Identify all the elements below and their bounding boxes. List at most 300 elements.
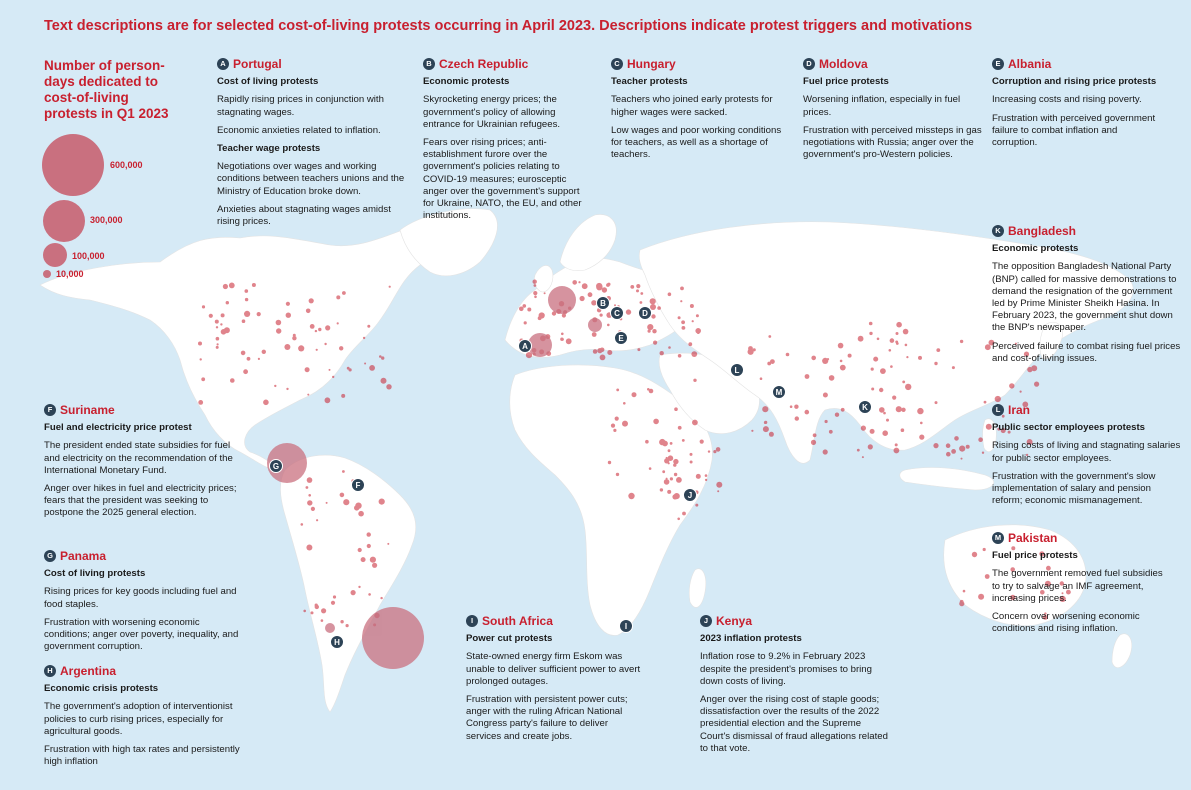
protest-dot bbox=[886, 419, 889, 422]
protest-dot bbox=[306, 309, 311, 314]
protest-dot bbox=[647, 388, 650, 391]
protest-dot bbox=[209, 314, 213, 318]
protest-dot bbox=[682, 512, 686, 516]
protest-dot bbox=[1020, 391, 1022, 393]
protest-dot bbox=[905, 384, 911, 390]
protest-dot bbox=[298, 345, 304, 351]
protest-dot bbox=[840, 365, 846, 371]
protest-dot bbox=[318, 328, 321, 331]
protest-dot bbox=[364, 363, 366, 365]
description: Frustration with persistent power cuts; anger with the ruling African National Congress party's failure to deliver services and create jobs. bbox=[466, 694, 628, 742]
map-marker-e[interactable]: E bbox=[614, 331, 628, 345]
panel-portugal bbox=[217, 58, 407, 234]
badge-f: F bbox=[44, 404, 56, 416]
protest-type: Fuel and electricity price protest bbox=[44, 422, 192, 434]
protest-dot bbox=[544, 292, 546, 294]
protest-dot bbox=[960, 340, 963, 343]
protest-type: Public sector employees protests bbox=[992, 422, 1146, 434]
protest-dot bbox=[560, 338, 563, 341]
protest-dot bbox=[622, 421, 628, 427]
description: The government removed fuel subsidies to try to salvage an IMF agreement, increasing prices. bbox=[992, 568, 1163, 604]
country-name: Panama bbox=[60, 549, 107, 563]
description: Skyrocketing energy prices; the government's policy of allowing entrance for Ukrainian refugees. bbox=[423, 94, 561, 130]
protest-dot bbox=[534, 284, 537, 287]
protest-dot bbox=[258, 358, 260, 360]
protest-dot bbox=[697, 331, 700, 334]
map-marker-h[interactable]: H bbox=[330, 635, 344, 649]
protest-bubble-france bbox=[548, 286, 576, 314]
protest-dot bbox=[216, 346, 219, 349]
protest-dot bbox=[309, 298, 314, 303]
protest-dot bbox=[650, 298, 656, 304]
protest-dot bbox=[674, 407, 678, 411]
protest-dot bbox=[381, 378, 387, 384]
legend-circle-10000 bbox=[43, 270, 51, 278]
map-marker-j[interactable]: J bbox=[683, 488, 697, 502]
protest-dot bbox=[762, 406, 768, 412]
protest-dot bbox=[896, 406, 902, 412]
protest-dot bbox=[342, 470, 345, 473]
protest-dot bbox=[527, 308, 531, 312]
protest-dot bbox=[229, 283, 235, 289]
description: Anxieties about stagnating wages amidst rising prices. bbox=[217, 203, 391, 228]
protest-dot bbox=[951, 449, 956, 454]
protest-dot bbox=[829, 375, 835, 381]
protest-dot bbox=[243, 369, 248, 374]
protest-dot bbox=[370, 557, 376, 563]
protest-dot bbox=[386, 384, 391, 389]
protest-dot bbox=[578, 281, 580, 283]
protest-dot bbox=[223, 284, 228, 289]
protest-dot bbox=[753, 348, 756, 351]
protest-bubble-chile bbox=[325, 623, 335, 633]
protest-dot bbox=[959, 601, 964, 606]
protest-dot bbox=[823, 449, 828, 454]
protest-dot bbox=[985, 574, 990, 579]
protest-type-2: Teacher wage protests bbox=[217, 143, 321, 155]
protest-dot bbox=[628, 493, 634, 499]
protest-dot bbox=[691, 351, 697, 357]
protest-dot bbox=[224, 327, 230, 333]
protest-dot bbox=[340, 493, 345, 498]
description: The opposition Bangladesh National Party (BNP) called for massive demonstrations to demand the resignation of the government led by Prime Minister Sheikh Hasina. In February 2023, the government shut down the BNP's newspaper. bbox=[992, 261, 1177, 334]
protest-dot bbox=[677, 518, 680, 521]
protest-dot bbox=[946, 443, 951, 448]
protest-dot bbox=[533, 291, 537, 295]
protest-dot bbox=[676, 477, 682, 483]
panel-suriname bbox=[44, 404, 244, 526]
protest-dot bbox=[805, 374, 810, 379]
protest-dot bbox=[664, 479, 670, 485]
protest-dot bbox=[284, 344, 290, 350]
protest-type: Power cut protests bbox=[466, 633, 553, 645]
country-name: Bangladesh bbox=[1008, 224, 1077, 238]
protest-dot bbox=[201, 377, 205, 381]
protest-dot bbox=[869, 332, 872, 335]
protest-dot bbox=[892, 396, 896, 400]
description: Frustration with worsening economic conditions; anger over poverty, inequality, and government corruption. bbox=[44, 616, 239, 653]
protest-dot bbox=[662, 470, 665, 473]
legend-circle-600000 bbox=[42, 134, 104, 196]
protest-dot bbox=[670, 442, 673, 445]
protest-dot bbox=[216, 326, 218, 328]
protest-dot bbox=[600, 314, 603, 317]
protest-dot bbox=[217, 343, 219, 345]
protest-dot bbox=[380, 597, 382, 599]
description: Rising costs of living and stagnating salaries for public sector employees. bbox=[992, 440, 1181, 464]
protest-dot bbox=[696, 474, 701, 479]
protest-dot bbox=[331, 601, 335, 605]
protest-dot bbox=[668, 293, 672, 297]
protest-dot bbox=[308, 494, 311, 497]
description: Perceived failure to combat rising fuel prices and cost-of-living issues. bbox=[992, 340, 1181, 364]
protest-dot bbox=[862, 456, 864, 458]
protest-dot bbox=[673, 463, 676, 466]
protest-dot bbox=[613, 429, 616, 432]
description: Rising prices for key goods including fuel and food staples. bbox=[44, 586, 237, 610]
protest-dot bbox=[652, 329, 656, 333]
badge-c: C bbox=[611, 58, 623, 70]
description: Negotiations over wages and working conditions between teachers unions and the Ministry of Education broke down. bbox=[217, 161, 405, 197]
protest-dot bbox=[690, 304, 694, 308]
protest-dot bbox=[611, 424, 615, 428]
protest-dot bbox=[978, 594, 984, 600]
protest-dot bbox=[311, 507, 315, 511]
protest-dot bbox=[329, 369, 331, 371]
protest-dot bbox=[917, 408, 923, 414]
protest-dot bbox=[343, 499, 349, 505]
protest-type: Economic protests bbox=[423, 76, 510, 88]
protest-dot bbox=[216, 337, 220, 341]
protest-dot bbox=[602, 287, 607, 292]
panel-hungary bbox=[611, 58, 786, 167]
country-name: South Africa bbox=[482, 614, 553, 628]
country-name: Suriname bbox=[60, 403, 115, 417]
protest-dot bbox=[983, 548, 986, 551]
protest-dot bbox=[678, 316, 681, 319]
protest-dot bbox=[717, 490, 719, 492]
indonesia-landmass bbox=[900, 468, 994, 490]
protest-dot bbox=[751, 430, 753, 432]
country-name: Pakistan bbox=[1008, 531, 1058, 545]
protest-dot bbox=[825, 420, 828, 423]
protest-bubble-argentina bbox=[362, 607, 424, 669]
protest-dot bbox=[902, 381, 905, 384]
protest-dot bbox=[316, 519, 318, 521]
badge-h: H bbox=[44, 665, 56, 677]
protest-dot bbox=[811, 440, 816, 445]
map-marker-d[interactable]: D bbox=[638, 306, 652, 320]
protest-dot bbox=[274, 385, 276, 387]
protest-dot bbox=[1034, 382, 1039, 387]
protest-dot bbox=[321, 608, 326, 613]
protest-dot bbox=[637, 348, 640, 351]
protest-dot bbox=[835, 413, 839, 417]
protest-dot bbox=[315, 330, 317, 332]
protest-dot bbox=[879, 407, 885, 413]
protest-dot bbox=[984, 401, 987, 404]
protest-dot bbox=[367, 532, 371, 536]
protest-dot bbox=[696, 314, 699, 317]
protest-dot bbox=[582, 283, 588, 289]
protest-dot bbox=[636, 284, 640, 288]
protest-dot bbox=[690, 461, 693, 464]
protest-dot bbox=[252, 283, 256, 287]
legend-label-100000: 100,000 bbox=[72, 251, 105, 261]
protest-dot bbox=[688, 342, 692, 346]
protest-dot bbox=[680, 300, 682, 302]
badge-a: A bbox=[217, 58, 229, 70]
protest-dot bbox=[632, 392, 637, 397]
protest-dot bbox=[695, 504, 698, 507]
protest-dot bbox=[247, 357, 251, 361]
protest-dot bbox=[664, 458, 669, 463]
protest-dot bbox=[616, 389, 619, 392]
map-marker-i[interactable]: I bbox=[619, 619, 633, 633]
panel-albania bbox=[992, 58, 1162, 155]
protest-dot bbox=[307, 394, 309, 396]
legend-circle-100000 bbox=[43, 243, 67, 267]
legend-circle-300000 bbox=[43, 200, 85, 242]
protest-dot bbox=[606, 283, 610, 287]
description: The government's adoption of interventionist policies to curb rising prices, especially for agricultural goods. bbox=[44, 701, 233, 737]
protest-dot bbox=[533, 280, 537, 284]
protest-dot bbox=[657, 306, 661, 310]
protest-dot bbox=[607, 324, 610, 327]
panel-south-africa bbox=[466, 615, 644, 749]
protest-dot bbox=[245, 298, 248, 301]
protest-dot bbox=[674, 493, 680, 499]
protest-dot bbox=[901, 408, 905, 412]
protest-dot bbox=[982, 452, 984, 454]
protest-dot bbox=[630, 285, 634, 289]
protest-dot bbox=[566, 338, 572, 344]
protest-dot bbox=[303, 610, 306, 613]
map-marker-b[interactable]: B bbox=[596, 296, 610, 310]
protest-dot bbox=[301, 523, 304, 526]
protest-dot bbox=[760, 377, 763, 380]
legend-label-300000: 300,000 bbox=[90, 215, 123, 225]
protest-dot bbox=[905, 344, 908, 347]
protest-dot bbox=[367, 544, 371, 548]
protest-dot bbox=[889, 349, 892, 352]
protest-dot bbox=[615, 417, 619, 421]
protest-dot bbox=[361, 557, 366, 562]
protest-dot bbox=[262, 350, 266, 354]
country-name: Iran bbox=[1008, 403, 1031, 417]
protest-dot bbox=[600, 355, 606, 361]
protest-dot bbox=[857, 449, 860, 452]
protest-dot bbox=[693, 379, 696, 382]
protest-dot bbox=[596, 283, 602, 289]
protest-dot bbox=[653, 419, 659, 425]
protest-dot bbox=[337, 322, 339, 324]
badge-i: I bbox=[466, 615, 478, 627]
protest-dot bbox=[690, 453, 693, 456]
protest-dot bbox=[355, 503, 361, 509]
panel-argentina bbox=[44, 665, 259, 774]
protest-dot bbox=[841, 408, 845, 412]
protest-dot bbox=[592, 332, 597, 337]
protest-dot bbox=[660, 488, 663, 491]
protest-dot bbox=[321, 619, 324, 622]
description: Frustration with perceived government failure to combat inflation and corruption. bbox=[992, 112, 1156, 149]
country-name: Albania bbox=[1008, 57, 1052, 71]
protest-dot bbox=[882, 430, 888, 436]
protest-dot bbox=[700, 440, 704, 444]
protest-dot bbox=[242, 319, 246, 323]
protest-dot bbox=[636, 289, 639, 292]
description: The president ended state subsidies for fuel and electricity on the recommendation of the International Monetary Fund. bbox=[44, 440, 233, 476]
protest-dot bbox=[877, 338, 880, 341]
country-name: Argentina bbox=[60, 664, 117, 678]
protest-dot bbox=[647, 324, 653, 330]
protest-dot bbox=[890, 338, 895, 343]
protest-dot bbox=[198, 342, 202, 346]
protest-dot bbox=[966, 445, 970, 449]
protest-dot bbox=[372, 563, 377, 568]
description: Frustration with the government's slow implementation of salary and pension reform; economic mismanagement. bbox=[992, 470, 1156, 507]
protest-dot bbox=[678, 354, 682, 358]
protest-dot bbox=[561, 333, 564, 336]
map-marker-c[interactable]: C bbox=[610, 306, 624, 320]
protest-dot bbox=[871, 388, 874, 391]
legend-title: Number of person-days dedicated to cost-of-living protests in Q1 2023 bbox=[44, 58, 169, 121]
protest-dot bbox=[608, 461, 611, 464]
protest-dot bbox=[829, 430, 833, 434]
protest-dot bbox=[651, 314, 655, 318]
badge-j: J bbox=[700, 615, 712, 627]
map-marker-m[interactable]: M bbox=[772, 385, 786, 399]
protest-dot bbox=[607, 350, 612, 355]
protest-dot bbox=[597, 348, 602, 353]
protest-dot bbox=[379, 355, 382, 358]
protest-dot bbox=[292, 336, 296, 340]
protest-dot bbox=[978, 437, 983, 442]
protest-dot bbox=[901, 428, 905, 432]
protest-dot bbox=[367, 325, 370, 328]
protest-dot bbox=[763, 426, 769, 432]
protest-type: 2023 inflation protests bbox=[700, 633, 802, 645]
protest-dot bbox=[369, 365, 375, 371]
panel-moldova bbox=[803, 58, 983, 167]
protest-dot bbox=[315, 605, 319, 609]
protest-type: Cost of living protests bbox=[217, 76, 319, 88]
description: Anger over the rising cost of staple goods; dissatisfaction over the results of the 2022 presidential election and the Supreme Court's dismissal of fraud allegations related to that vote. bbox=[700, 694, 888, 754]
description: Concern over worsening economic conditions and rising inflation. bbox=[992, 611, 1140, 635]
protest-dot bbox=[325, 325, 330, 330]
badge-g: G bbox=[44, 550, 56, 562]
protest-dot bbox=[307, 500, 312, 505]
protest-dot bbox=[861, 426, 866, 431]
protest-dot bbox=[351, 590, 356, 595]
protest-dot bbox=[368, 593, 371, 596]
protest-dot bbox=[538, 316, 542, 320]
protest-dot bbox=[202, 305, 205, 308]
protest-dot bbox=[954, 436, 959, 441]
protest-dot bbox=[919, 435, 924, 440]
protest-type: Teacher protests bbox=[611, 76, 688, 88]
protest-dot bbox=[306, 486, 309, 489]
map-marker-f[interactable]: F bbox=[351, 478, 365, 492]
protest-dot bbox=[813, 433, 817, 437]
panel-czech-republic bbox=[423, 58, 593, 228]
protest-dot bbox=[645, 440, 649, 444]
country-name: Kenya bbox=[716, 614, 753, 628]
protest-dot bbox=[363, 337, 365, 339]
protest-dot bbox=[668, 449, 671, 452]
protest-dot bbox=[952, 366, 955, 369]
protest-dot bbox=[649, 467, 652, 470]
description: Teachers who joined early protests for higher wages were sacked. bbox=[611, 94, 773, 118]
protest-dot bbox=[342, 291, 346, 295]
protest-dot bbox=[959, 446, 965, 452]
protest-dot bbox=[918, 356, 922, 360]
protest-type: Economic protests bbox=[992, 243, 1079, 255]
protest-dot bbox=[333, 595, 336, 598]
protest-dot bbox=[263, 400, 269, 406]
badge-k: K bbox=[992, 225, 1004, 237]
protest-dot bbox=[311, 611, 314, 614]
protest-dot bbox=[524, 321, 527, 324]
description: Economic anxieties related to inflation. bbox=[217, 124, 381, 136]
protest-dot bbox=[221, 313, 225, 317]
panel-panama bbox=[44, 550, 244, 659]
protest-dot bbox=[519, 307, 524, 312]
protest-type: Fuel price protests bbox=[992, 550, 1078, 562]
description: Worsening inflation, especially in fuel prices. bbox=[803, 94, 961, 118]
protest-dot bbox=[985, 344, 991, 350]
protest-type: Corruption and rising price protests bbox=[992, 76, 1157, 88]
protest-dot bbox=[667, 490, 671, 494]
protest-dot bbox=[316, 349, 318, 351]
protest-dot bbox=[588, 292, 593, 297]
protest-dot bbox=[662, 441, 668, 447]
map-marker-a[interactable]: A bbox=[518, 339, 532, 353]
protest-dot bbox=[678, 426, 682, 430]
protest-dot bbox=[972, 552, 977, 557]
protest-dot bbox=[257, 312, 261, 316]
description: Frustration with high tax rates and persistently high inflation bbox=[44, 744, 240, 768]
protest-dot bbox=[332, 376, 334, 378]
protest-dot bbox=[286, 313, 291, 318]
panel-kenya bbox=[700, 615, 892, 761]
description: Inflation rose to 9.2% in February 2023 despite the president's promises to bring down costs of living. bbox=[700, 651, 872, 687]
protest-type: Cost of living protests bbox=[44, 568, 146, 580]
protest-dot bbox=[840, 360, 843, 363]
map-marker-l[interactable]: L bbox=[730, 363, 744, 377]
protest-dot bbox=[894, 448, 900, 454]
protest-type: Fuel price protests bbox=[803, 76, 889, 88]
headline: Text descriptions are for selected cost-of-living protests occurring in April 2023. Descriptions indicate protest triggers and motivations bbox=[44, 18, 973, 34]
protest-dot bbox=[670, 477, 673, 480]
protest-dot bbox=[682, 439, 685, 442]
protest-dot bbox=[871, 368, 874, 371]
protest-dot bbox=[674, 473, 677, 476]
protest-dot bbox=[220, 323, 222, 325]
panel-iran bbox=[992, 404, 1182, 513]
map-marker-g[interactable]: G bbox=[269, 459, 283, 473]
description: Fears over rising prices; anti-establishment furore over the government's policies relating to COVID-19 measures; eurosceptic anger over the government's support for Ukraine, NATO, the EU, and other institutions. bbox=[423, 137, 582, 222]
map-marker-k[interactable]: K bbox=[858, 400, 872, 414]
legend-label-600000: 600,000 bbox=[110, 160, 143, 170]
protest-dot bbox=[673, 459, 678, 464]
protest-dot bbox=[848, 354, 852, 358]
protest-dot bbox=[986, 424, 992, 430]
protest-dot bbox=[895, 443, 898, 446]
protest-dot bbox=[705, 479, 707, 481]
protest-dot bbox=[310, 324, 315, 329]
